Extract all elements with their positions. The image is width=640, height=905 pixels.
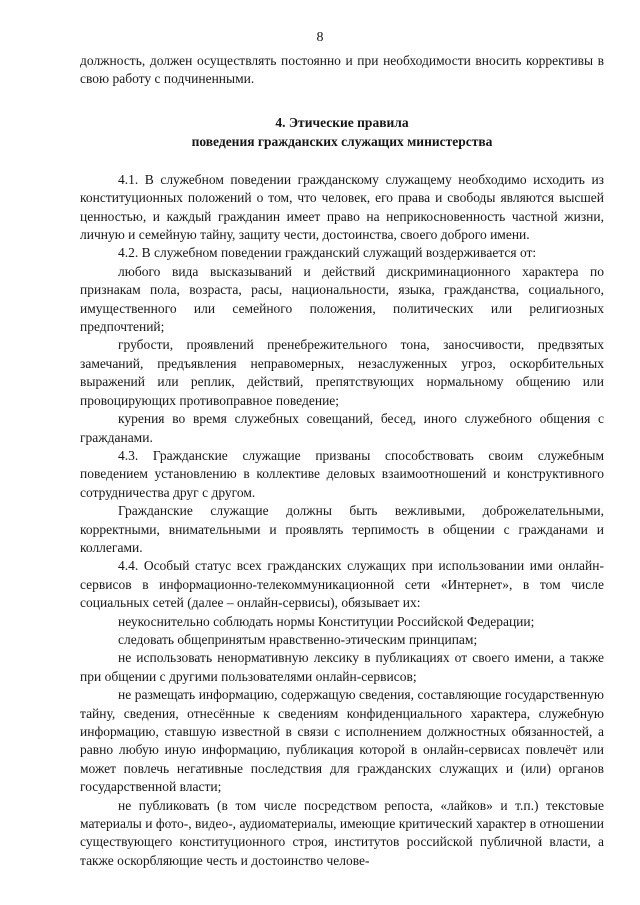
paragraph-4-2-item-discrimination: любого вида высказываний и действий дискриминационного характера по признакам пола, возраста, расы, национальности, языка, гражданства, социального, имущественного или семейного положения, политических или религиозных предпочтений;: [80, 263, 604, 335]
page-number: 8: [316, 30, 324, 45]
paragraph-4-3: 4.3. Гражданские служащие призваны способствовать своим служебным поведением установлению в коллективе деловых взаимоотношений и конструктивного сотрудничества друг с другом.: [80, 447, 604, 500]
document-body: [80, 52, 604, 870]
section-heading-line-2: поведения гражданских служащих министерства: [191, 133, 493, 149]
paragraph-4-4-item-constitution: неукоснительно соблюдать нормы Конституции Российской Федерации;: [118, 613, 535, 629]
paragraph-4-2-item-rudeness: грубости, проявлений пренебрежительного тона, заносчивости, предвзятых замечаний, предъявления неправомерных, незаслуженных угроз, оскорбительных выражений или реплик, действий, препятствующих нормальному общению или провоцирующих противоправное поведение;: [80, 337, 604, 408]
paragraph-4-2: 4.2. В служебном поведении гражданский служащий воздерживается от:: [118, 245, 537, 261]
paragraph-4-4: 4.4. Особый статус всех гражданских служащих при использовании ими онлайн-сервисов в информационно-телекоммуникационной сети «Интернет», в том числе социальных сетей (далее – онлайн-сервисы), обязывает их:: [80, 558, 604, 611]
intro-paragraph: должность, должен осуществлять постоянно и при необходимости вносить коррективы в свою работу с подчиненными.: [80, 53, 604, 87]
paragraph-4-2-item-smoking: курения во время служебных совещаний, бесед, иного служебного общения с гражданами.: [80, 411, 604, 445]
section-heading: [80, 113, 604, 151]
paragraph-4-4-item-language: не использовать ненормативную лексику в публикациях от своего имени, а также при общении с другими пользователями онлайн-сервисов;: [80, 650, 604, 684]
paragraph-4-4-item-publishing: не публиковать (в том числе посредством репоста, «лайков» и т.п.) текстовые материалы и фото-, видео-, аудиоматериалы, имеющие критический характер в отношении существующего конституционного строя, институтов российской публичной власти, а также оскорбляющие честь и достоинство челове-: [80, 797, 604, 868]
paragraph-4-3-politeness: Гражданские служащие должны быть вежливыми, доброжелательными, корректными, внимательными и проявлять терпимость в общении с гражданами и коллегами.: [80, 503, 604, 555]
section-heading-line-1: 4. Этические правила: [275, 114, 409, 130]
paragraph-4-4-item-ethics: следовать общепринятым нравственно-этическим принципам;: [118, 631, 478, 647]
paragraph-4-4-item-information: не размещать информацию, содержащую сведения, составляющие государственную тайну, сведения, отнесённые к сведениям конфиденциального характера, служебную информацию, ставшую известной в связи с исполнением должностных обязанностей, а равно любую иную информацию, публикация которой в онлайн-сервисах повлечёт или может повлечь негативные последствия для гражданских служащих и (или) органов государственной власти;: [80, 687, 604, 795]
paragraph-4-1: 4.1. В служебном поведении гражданскому служащему необходимо исходить из конституционных положений о том, что человек, его права и свободы являются высшей ценностью, и каждый гражданин имеет право на неприкосновенность частной жизни, личную и семейную тайну, защиту чести, достоинства, своего доброго имени.: [80, 171, 604, 243]
